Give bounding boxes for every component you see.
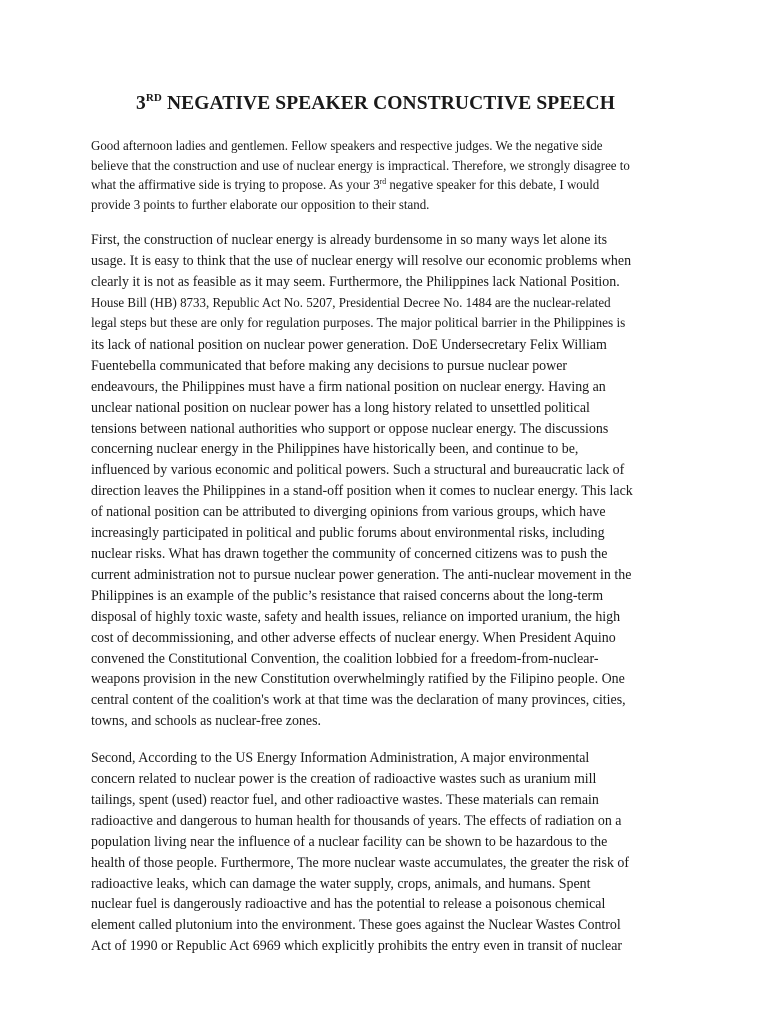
paragraph-line: of national position can be attributed to diverging opinions from various groups, which have [91,504,606,521]
paragraph-line: concern related to nuclear power is the creation of radioactive wastes such as uranium mill [91,771,597,788]
paragraph-line: central content of the coalition's work at that time was the declaration of many provinces, cities, [91,692,626,709]
title-ordinal: 3 [136,93,146,114]
paragraph-line: Second, According to the US Energy Information Administration, A major environmental [91,750,590,767]
paragraph-line: nuclear risks. What has drawn together the community of concerned citizens was to push the [91,545,608,562]
title-text: NEGATIVE SPEAKER CONSTRUCTIVE SPEECH [161,93,615,114]
intro-line: believe that the construction and use of nuclear energy is impractical. Therefore, we strongly disagree to [91,157,630,173]
paragraph-line: House Bill (HB) 8733, Republic Act No. 5207, Presidential Decree No. 1484 are the nuclear-related [91,295,611,311]
paragraph-line: First, the construction of nuclear energy is already burdensome in so many ways let alone its [91,232,608,249]
paragraph-line: concerning nuclear energy in the Philippines have historically been, and continue to be, [91,441,579,458]
paragraph-line: influenced by various economic and political powers. Such a structural and bureaucratic lack of [91,462,625,479]
first-point-paragraph [91,230,632,732]
paragraph-line: disposal of highly toxic waste, safety and health issues, reliance on imported uranium, the high [91,608,621,625]
intro-line-part: what the affirmative side is trying to propose. As your 3 [91,177,380,193]
paragraph-line: Fuentebella communicated that before making any decisions to pursue nuclear power [91,357,568,374]
paragraph-line: towns, and schools as nuclear-free zones. [91,713,321,730]
paragraph-line: health of those people. Furthermore, The more nuclear waste accumulates, the greater the risk of [91,854,630,871]
paragraph-line: nuclear fuel is dangerously radioactive and has the potential to release a poisonous chemical [91,896,606,913]
paragraph-line: clearly it is not as feasible as it may seem. Furthermore, the Philippines lack National Position. [91,274,620,291]
intro-line: provide 3 points to further elaborate our opposition to their stand. [91,196,430,212]
paragraph-line: increasingly participated in political and public forums about environmental risks, including [91,525,605,542]
intro-ordinal-suffix: rd [379,177,387,187]
paragraph-line: population living near the influence of a nuclear facility can be shown to be hazardous to the [91,833,608,850]
intro-paragraph [91,136,638,214]
paragraph-line: element called plutonium into the environment. These goes against the Nuclear Wastes Control [91,917,621,934]
intro-line: Good afternoon ladies and gentlemen. Fellow speakers and respective judges. We the negative side [91,138,603,153]
paragraph-line: convened the Constitutional Convention, the coalition lobbied for a freedom-from-nuclear- [91,650,599,667]
paragraph-line: Philippines is an example of the public’s resistance that raised concerns about the long-term [91,587,604,604]
paragraph-line: endeavours, the Philippines must have a firm national position on nuclear energy. Having an [91,378,606,395]
paragraph-line: radioactive and dangerous to human health for thousands of years. The effects of radiation on a [91,812,622,829]
paragraph-line: unclear national position on nuclear power has a long history related to unsettled political [91,399,590,416]
paragraph-line: tailings, spent (used) reactor fuel, and other radioactive wastes. These materials can remain [91,791,599,808]
paragraph-line: usage. It is easy to think that the use of nuclear energy will resolve our economic problems when [91,253,632,270]
paragraph-line: tensions between national authorities who support or oppose nuclear energy. The discussions [91,420,609,437]
intro-line-part: negative speaker for this debate, I would [386,177,600,193]
paragraph-line: direction leaves the Philippines in a stand-off position when it comes to nuclear energy. This lack [91,483,633,500]
page-title [91,92,658,116]
intro-line [91,175,638,195]
paragraph-line: Act of 1990 or Republic Act 6969 which explicitly prohibits the entry even in transit of nuclear [91,938,623,955]
second-point-paragraph [91,748,632,957]
paragraph-line: legal steps but these are only for regulation purposes. The major political barrier in the Philippines is [91,316,626,331]
title-ordinal-suffix: RD [145,92,162,104]
paragraph-line: its lack of national position on nuclear power generation. DoE Undersecretary Felix William [91,336,607,353]
paragraph-line: cost of decommissioning, and other adverse effects of nuclear energy. When President Aquino [91,629,616,646]
paragraph-line: radioactive leaks, which can damage the water supply, crops, animals, and humans. Spent [91,875,591,892]
paragraph-line: weapons provision in the new Constitution overwhelmingly ratified by the Filipino people. One [91,671,625,688]
paragraph-line: current administration not to pursue nuclear power generation. The anti-nuclear movement in the [91,566,632,583]
